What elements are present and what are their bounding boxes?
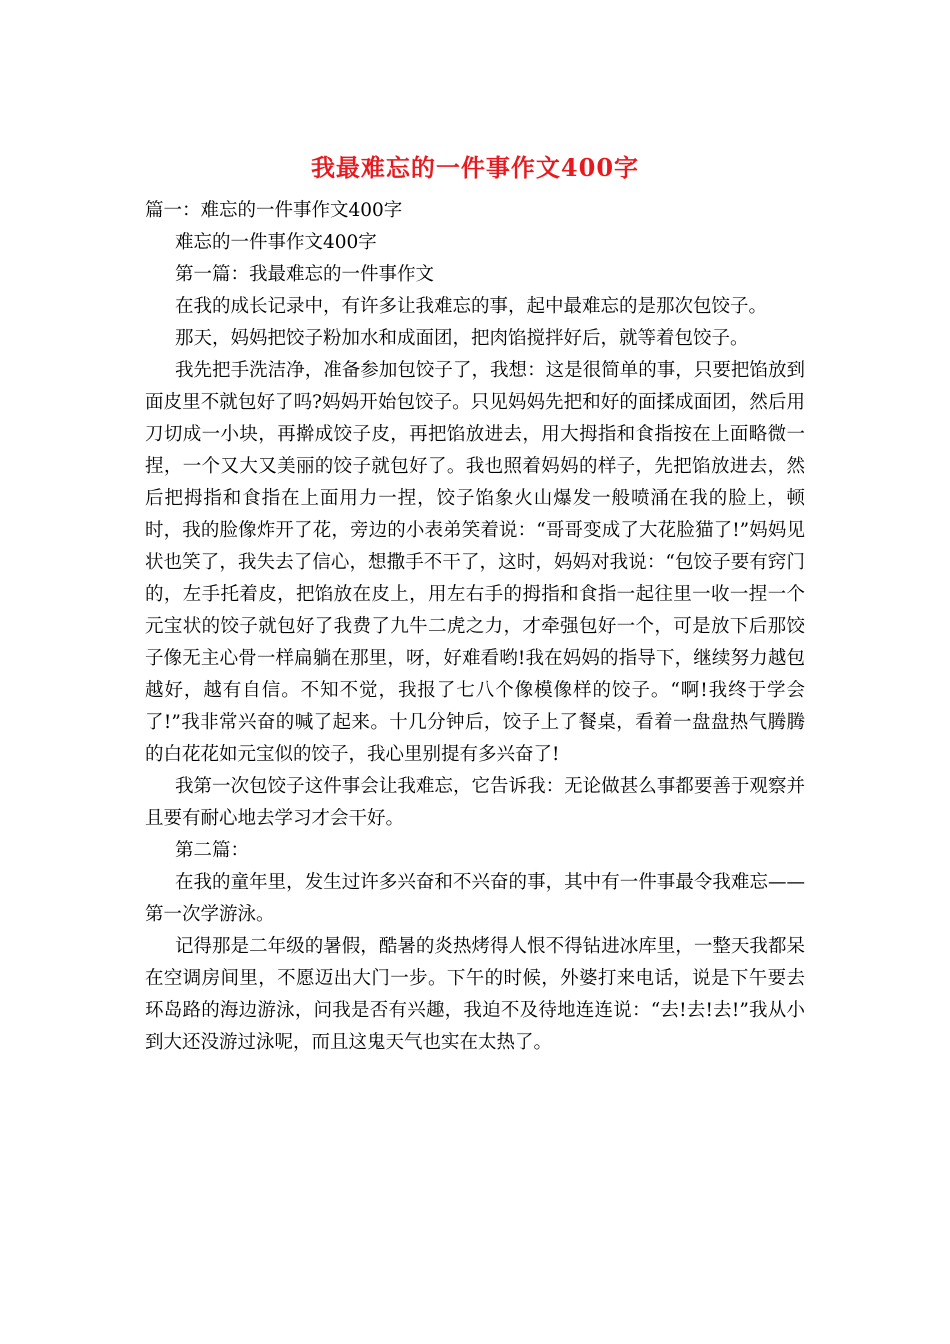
paragraph: 在我的成长记录中，有许多让我难忘的事，起中最难忘的是那次包饺子。 bbox=[175, 296, 768, 317]
paragraph: 记得那是二年级的暑假，酷暑的炎热烤得人恨不得钻进冰库里，一整天我都呆在空调房间里，不愿迈出大门一步。下午的时候，外婆打来电话，说是下午要去环岛路的海边游泳，问我是否有兴趣，我迫不及待地连连说：“去!去!去!”我从小到大还没游过泳呢，而且这鬼天气也实在太热了。 bbox=[145, 936, 805, 1053]
paragraph: 我第一次包饺子这件事会让我难忘，它告诉我：无论做甚么事都要善于观察并且要有耐心地去学习才会干好。 bbox=[145, 776, 805, 829]
paragraph-section-heading: 篇一：难忘的一件事作文400字 bbox=[145, 200, 403, 221]
paragraph-part-two-heading: 第二篇： bbox=[175, 840, 250, 861]
document-body bbox=[145, 195, 805, 1059]
paragraph: 那天，妈妈把饺子粉加水和成面团，把肉馅搅拌好后，就等着包饺子。 bbox=[175, 328, 749, 349]
paragraph: 我先把手洗洁净，准备参加包饺子了，我想：这是很简单的事，只要把馅放到面皮里不就包好了吗?妈妈开始包饺子。只见妈妈先把和好的面揉成面团，然后用刀切成一小块，再擀成饺子皮，再把馅放进去，用大拇指和食指按在上面略微一捏，一个又大又美丽的饺子就包好了。我也照着妈妈的样子，先把馅放进去，然后把拇指和食指在上面用力一捏，饺子馅象火山爆发一般喷涌在我的脸上，顿时，我的脸像炸开了花，旁边的小表弟笑着说：“哥哥变成了大花脸猫了!”妈妈见状也笑了，我失去了信心，想撒手不干了，这时，妈妈对我说：“包饺子要有窍门的，左手托着皮，把馅放在皮上，用左右手的拇指和食指一起往里一收一捏一个元宝状的饺子就包好了我费了九牛二虎之力，才牵强包好一个，可是放下后那饺子像无主心骨一样扁躺在那里，呀，好难看哟!我在妈妈的指导下，继续努力越包越好，越有自信。不知不觉，我报了七八个像模像样的饺子。“啊!我终于学会了!”我非常兴奋的喊了起来。十几分钟后，饺子上了餐桌，看着一盘盘热气腾腾的白花花如元宝似的饺子，我心里别提有多兴奋了! bbox=[145, 360, 805, 765]
paragraph-part-one-heading: 第一篇：我最难忘的一件事作文 bbox=[175, 264, 435, 285]
paragraph: 在我的童年里，发生过许多兴奋和不兴奋的事，其中有一件事最令我难忘——第一次学游泳。 bbox=[145, 872, 805, 925]
paragraph-subtitle: 难忘的一件事作文400字 bbox=[175, 232, 377, 253]
document-title: 我最难忘的一件事作文400字 bbox=[310, 153, 640, 182]
